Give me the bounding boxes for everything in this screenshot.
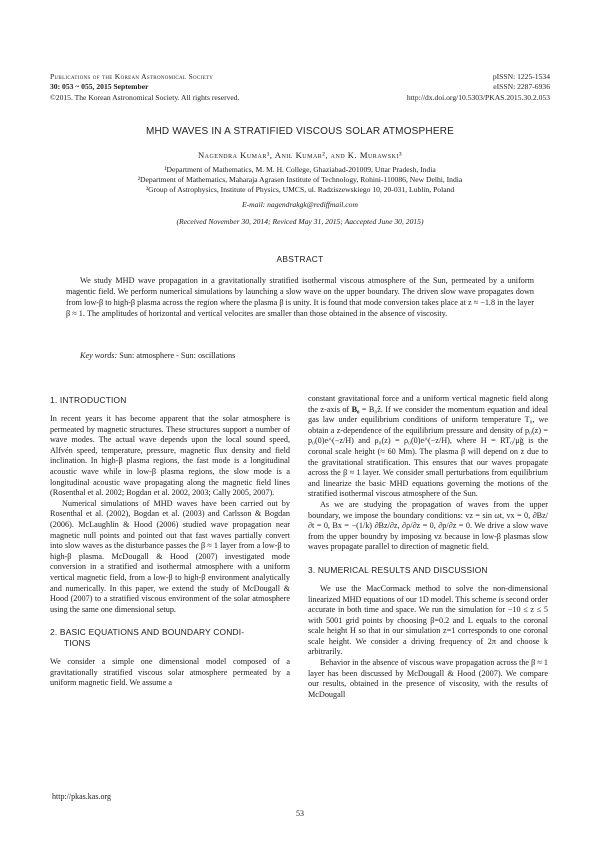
basic-paragraph-2: As we are studying the propagation of waves from the upper boundary, we impose the boundary conditions: vz = sin ωt, vx = 0, ∂Bz/∂t = 0, Bx = −(1/k) ∂Bz/∂z, ∂ρ/∂z = 0, ∂p/∂z = 0. We drive a slow wave from the upper boundry by imposing vz because in low-β plasmas slow waves propagate parallel to direction of magnetic field. [308, 499, 548, 552]
author-list: Nagendra Kumar¹, Anil Kumar², and K. Murawski³ [197, 150, 403, 160]
intro-paragraph-2: Numerical simulations of MHD waves have been carried out by Rosenthal et al. (2002), Bogdan et al. (2003) and Carlsson & Bogdan (2006). McLaughlin & Hood (2006) studied wave propagation near magnetic null points and pointed out that fast waves partially convert into slow waves as the disturbance passes the β ≈ 1 layer from a low-β to high-β plasma. McDougall & Hood (2007) investigated mode conversion in a stratified and isothermal atmosphere with a uniform vertical magnetic field, from a low-β to high-β environment analytically and numerically. In this paper, we extend the study of McDougall & Hood (2007) to a stratified viscous environment of the solar atmosphere using the same one dimensional setup. [50, 498, 290, 614]
section-heading-numerical-results: 3. NUMERICAL RESULTS AND DISCUSSION [308, 564, 488, 575]
numres-paragraph-2: Behavior in the absence of viscous wave propagation across the β ≈ 1 layer has been discussed by McDougall & Hood (2007). We compare our results, obtained in the presence of viscosity, with the results of McDougall [308, 658, 548, 699]
journal-name: Publications of the Korean Astronomical Society [50, 72, 214, 81]
abstract-heading: ABSTRACT [276, 254, 324, 264]
journal-header-right [320, 72, 550, 103]
copyright-line: ©2015. The Korean Astronomical Society. All rights reserved. [50, 92, 240, 102]
intro-paragraph-1: In recent years it has become apparent that the solar atmosphere is permeated by magnetic structures. These structures support a number of wave modes. The actual wave depends upon the local sound speed, Alfvén speed, temperature, pressure, magnetic flux density and field inclination. In high-β plasma regions, the fast mode is a longitudinal acoustic wave while in low-β plasma regions, the slow mode is a longitudinal acoustic wave propagating along the magnetic field lines (Rosenthal et al. 2002; Bogdan et al. 2002, 2003; Cally 2005, 2007). [50, 414, 290, 498]
section-heading-basic-line-1: 2. BASIC EQUATIONS AND BOUNDARY CONDI- [50, 627, 245, 638]
received-dates: (Received November 30, 2014; Reviced May 31, 2015; Aaccepted June 30, 2015) [176, 217, 424, 226]
basic-paragraph-1-start: We consider a simple one dimensional model composed of a gravitationally stratified viscous solar atmosphere permeated by a uniform magnetic field. We assume a [50, 657, 290, 688]
footer-url[interactable]: http://pkas.kas.org [52, 792, 111, 801]
basic-paragraph-1-cont: constant gravitational force and a uniform vertical magnetic field along the z-axis of B₀ = B₀ẑ. If we consider the momentum equation and ideal gas law under equilibrium conditions of uniform temperature T₀, we obtain a z-dependence of the equilibrium pressure and density of p₀(z) = p₀(0)e^(−z/H) and ρ₀(z) = ρ₀(0)e^(−z/H), where H = RT₀/μ̃g is the coronal scale height (≈ 60 Mm). The plasma β will depend on z due to the gravitational stratification. This ensures that our waves propagate across the β ≈ 1 layer. We consider small perturbations from equilibrium and linearize the basic MHD equations governing the motions of the stratified isothermal viscous atmosphere of the Sun. [308, 394, 548, 499]
numres-paragraph-1: We use the MacCormack method to solve the non-dimensional linearized MHD equations of our 1D model. This scheme is second order accurate in both time and space. We run the simulation for −10 ≤ z ≤ 5 with 5001 grid points by choosing β=0.2 and L equals to the coronal scale height H so that in our simulation z=1 corresponds to one coronal scale height. We consider a driving frequency of 2π and choose k arbitrarily. [308, 583, 548, 657]
paper-title: MHD WAVES IN A STRATIFIED VISCOUS SOLAR ATMOSPHERE [145, 126, 454, 137]
eissn: eISSN: 2287-6936 [493, 82, 550, 92]
abstract-text: We study MHD wave propagation in a gravitationally stratified isothermal viscous atmosphere of the Sun, permeated by a uniform magentic field. We perform numerical simulations by launching a slow wave on the upper boundary. The driven slow wave propagates down from low-β to high-β plasma across the region where the plasma β is unity. It is found that mode conversion takes place at z ≈ −1.8 in the layer β ≈ 1. The amplitudes of horizontal and vertical velocites are smaller than those obtained in the absence of viscosity. [66, 276, 534, 318]
keywords-line [66, 351, 534, 360]
affiliation-1: ¹Department of Mathematics, M. M. H. College, Ghaziabad-201009, Uttar Pradesh, India [164, 165, 436, 174]
page-number: 53 [296, 809, 304, 818]
affiliation-2: ²Department of Mathematics, Maharaja Agrasen Institute of Technology, Rohini-110086, New Delhi, India [137, 175, 463, 184]
basic-paragraph-1-cont-b: . If we consider the momentum equation and ideal gas law under equilibrium conditions of uniform temperature T₀, we obtain a z-dependence of the equilibrium pressure and density of p₀(z) = p₀(0)e^(−z/H) and ρ₀(z) = ρ₀(0)e^(−z/H), where H = RT₀/μ̃g is the coronal scale height (≈ 60 Mm). The plasma β will depend on z due to the gravitational stratification. This ensures that our waves propagate across the β ≈ 1 layer. We consider small perturbations from equilibrium and linearize the basic MHD equations governing the motions of the stratified isothermal viscous atmosphere of the Sun. [308, 404, 548, 499]
volume-line: 30: 053 ~ 055, 2015 September [50, 82, 149, 92]
left-column [50, 395, 290, 689]
section-heading-introduction: 1. INTRODUCTION [50, 395, 127, 405]
right-column [308, 394, 548, 700]
keywords-text: Sun: atmosphere - Sun: oscillations [119, 351, 236, 360]
section-heading-basic-equations [50, 627, 290, 649]
keywords-label: Key words: [80, 351, 118, 360]
pissn: pISSN: 1225-1534 [492, 72, 550, 81]
section-heading-basic-line-2: TIONS [64, 638, 91, 649]
basic-paragraph-1-cont-a: constant gravitational force and a uniform vertical magnetic field along the z-axis of [308, 394, 548, 414]
affiliations [40, 165, 560, 195]
affiliation-3: ³Group of Astrophysics, Institute of Physics, UMCS, ul. Radziszewskiego 10, 20-031, Lublin, Poland [145, 185, 455, 194]
contact-email[interactable]: E-mail: nagendrakgk@rediffmail.com [242, 200, 358, 209]
doi-link[interactable]: http://dx.doi.org/10.5303/PKAS.2015.30.2.053 [406, 92, 550, 102]
